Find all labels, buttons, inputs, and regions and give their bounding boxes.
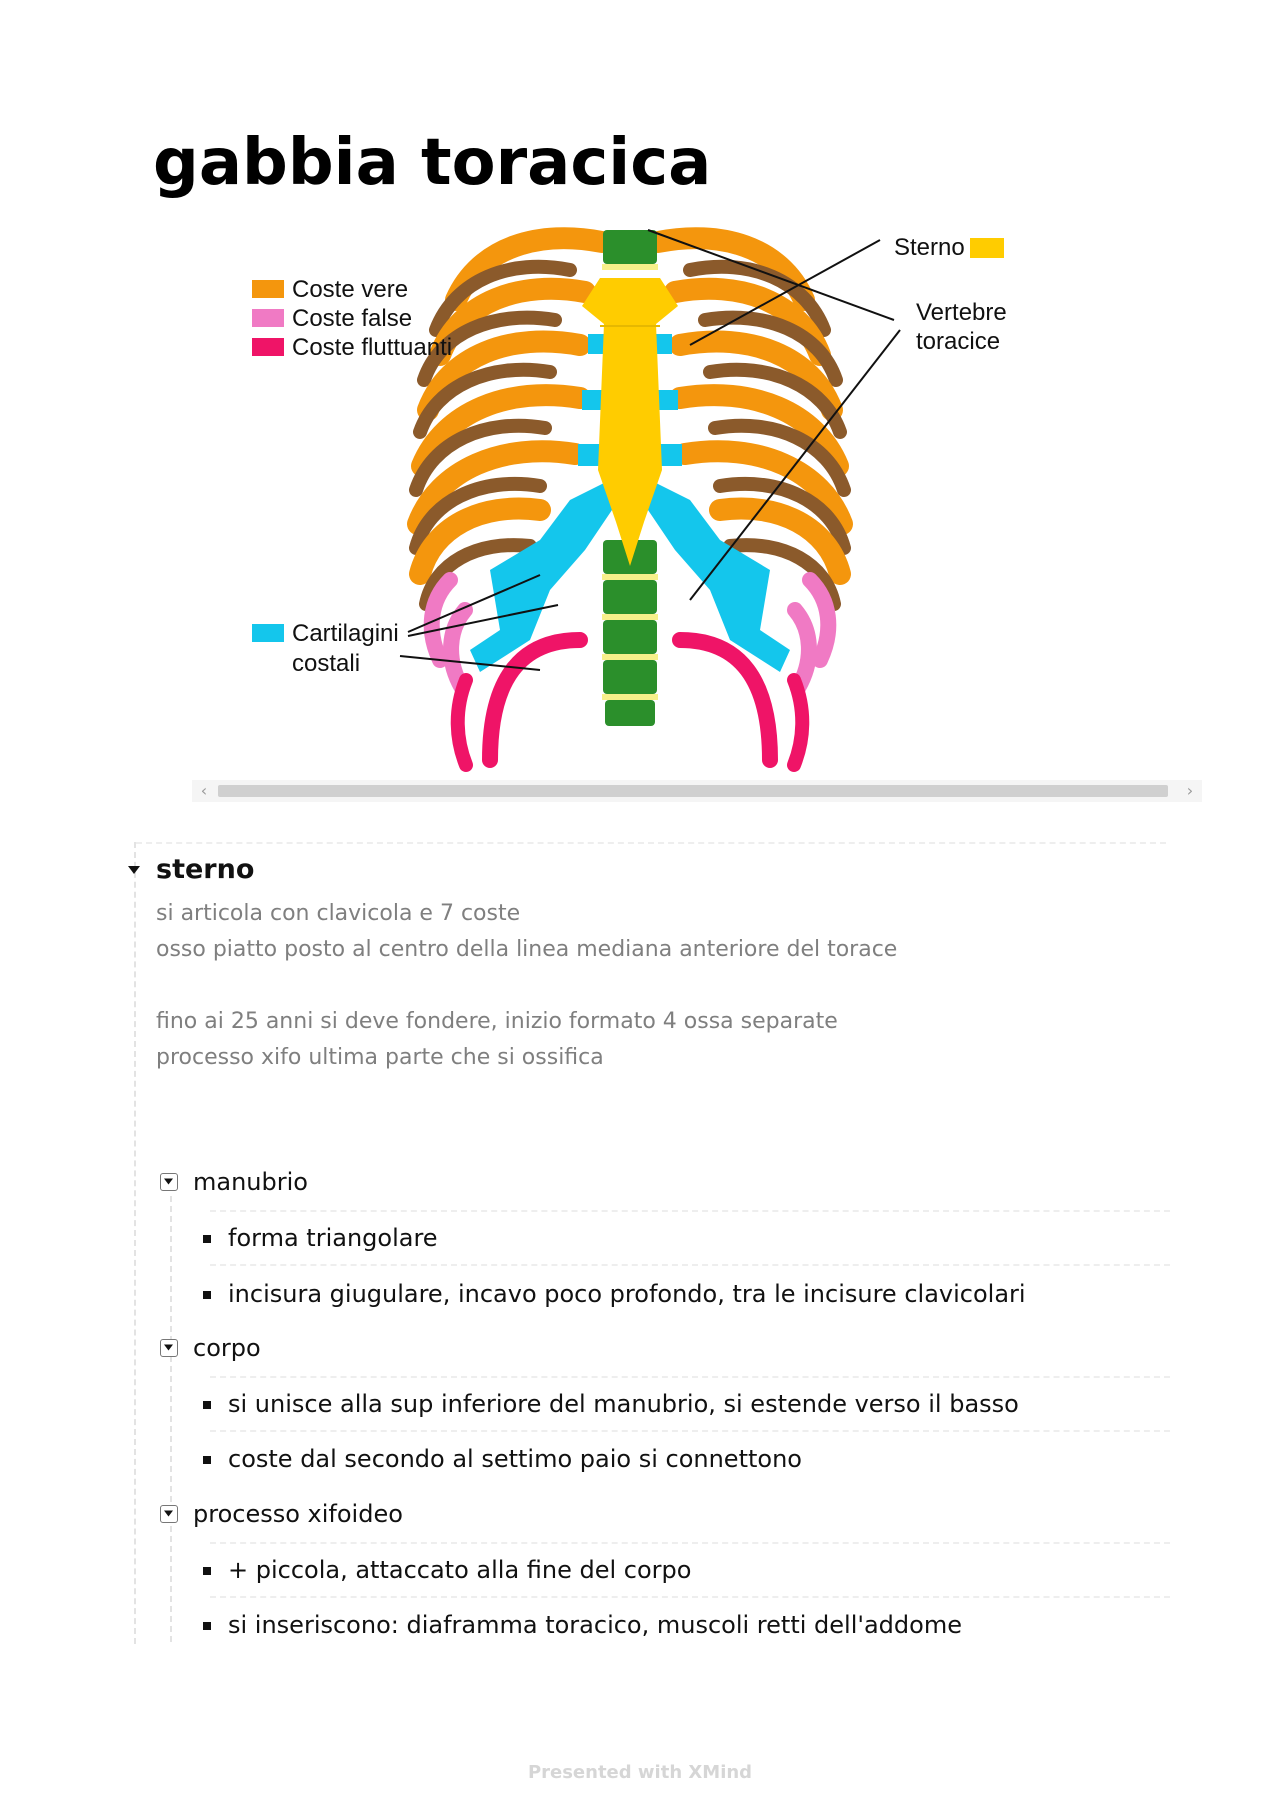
note-line: osso piatto posto al centro della linea mediana anteriore del torace [156,937,898,962]
subtopic-corpo[interactable]: corpo [193,1334,261,1362]
bullet-icon [203,1456,211,1464]
bullet-icon [203,1567,211,1575]
list-item[interactable]: si unisce alla sup inferiore del manubrio, si estende verso il basso [228,1390,1019,1418]
bullet-icon [203,1401,211,1409]
subtopic-collapse-icon[interactable] [160,1173,178,1191]
legend-swatch-cartilage [252,624,284,642]
vertebrae-label-line1: Vertebre [916,299,1007,326]
legend-label-floating-ribs: Coste fluttuanti [292,334,453,361]
list-item[interactable]: si inseriscono: diaframma toracico, muscoli retti dell'addome [228,1611,962,1639]
sternum-label: Sterno [894,234,965,261]
cartilage-label-line2: costali [292,650,361,677]
note-line: processo xifo ultima parte che si ossifica [156,1045,604,1070]
row-divider [210,1376,1170,1378]
list-item[interactable]: incisura giugulare, incavo poco profondo, tra le incisure clavicolari [228,1280,1026,1308]
subtopic-collapse-icon[interactable] [160,1505,178,1523]
bullet-icon [203,1291,211,1299]
list-item[interactable]: coste dal secondo al settimo paio si connettono [228,1445,802,1473]
note-line: fino ai 25 anni si deve fondere, inizio formato 4 ossa separate [156,1009,838,1034]
list-item[interactable]: forma triangolare [228,1224,438,1252]
image-scrollbar[interactable] [192,780,1202,802]
scroll-thumb[interactable] [218,785,1168,797]
legend-label-false-ribs: Coste false [292,305,413,332]
scroll-right-icon[interactable]: › [1186,781,1194,800]
topic-guide-line [134,842,136,1644]
topic-notes [156,896,1156,1076]
bullet-icon [203,1622,211,1630]
subtopic-guide-line [170,1196,172,1642]
bullet-icon [203,1235,211,1243]
row-divider [210,1542,1170,1544]
topic-title: sterno [156,854,255,885]
row-divider [210,1210,1170,1212]
rib-cage-diagram [240,210,1020,782]
legend-swatch-floating-ribs [252,338,284,356]
row-divider [210,1596,1170,1598]
page-title: gabbia toracica [153,126,712,200]
subtopic-collapse-icon[interactable] [160,1339,178,1357]
cartilage-label-line1: Cartilagini [292,620,399,647]
legend-swatch-sternum [970,238,1004,258]
legend-swatch-false-ribs [252,309,284,327]
scroll-left-icon[interactable]: ‹ [200,781,208,800]
vertebrae-label-line2: toracice [916,328,1001,355]
footer-branding: Presented with XMind [527,1762,753,1783]
subtopic-processo-xifoideo[interactable]: processo xifoideo [193,1500,403,1528]
row-divider [210,1430,1170,1432]
note-spacer [156,968,1156,1004]
subtopic-manubrio[interactable]: manubrio [193,1168,308,1196]
legend-label-true-ribs: Coste vere [292,276,409,303]
legend-swatch-true-ribs [252,280,284,298]
note-line: si articola con clavicola e 7 coste [156,901,521,926]
collapse-triangle-icon[interactable] [126,862,142,878]
row-divider [210,1264,1170,1266]
topic-top-guide [136,842,1166,844]
list-item[interactable]: + piccola, attaccato alla fine del corpo [228,1556,692,1584]
